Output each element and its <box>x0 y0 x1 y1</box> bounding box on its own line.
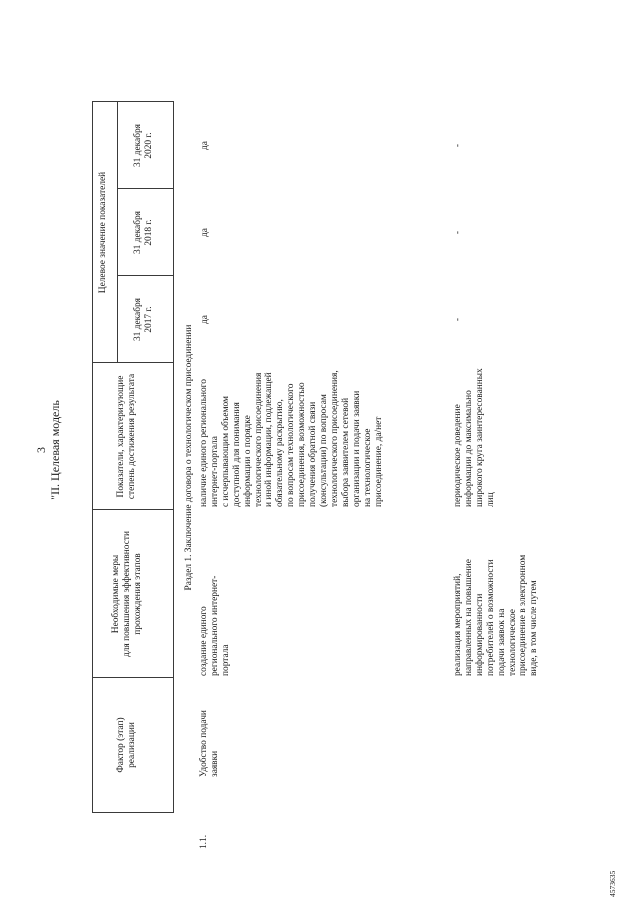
row-value-2018: да <box>200 228 210 237</box>
col-border-2017-2018 <box>117 275 174 276</box>
table-top-border <box>92 102 93 813</box>
table-header-bottom-border <box>173 102 174 813</box>
header-date-2018: 31 декабря 2018 г. <box>133 211 154 254</box>
target-subheader-border <box>117 102 118 363</box>
document-title: "II. Целевая модель <box>48 400 62 500</box>
header-indicators: Показатели, характеризующие степень достижения результата <box>116 373 137 500</box>
row-measure: создание единого регионального интернет- портала <box>199 575 231 676</box>
page-number: 3 <box>34 447 48 453</box>
header-date-2017: 31 декабря 2017 г. <box>133 298 154 341</box>
document-code: 4573635 <box>608 870 617 897</box>
row-factor: Удобство подачи заявки <box>199 710 220 777</box>
row-indicator: наличие единого регионального интернет-портала с исчерпывающим объемом доступной для понимания информации о порядке технологического присоединения и иной информации, подлежащей обязательному раскрытию, по вопросам технологического присоединения, возможностью получения обратной связи (консультации) по вопросам технологического присоединения, выбора заявителем сетевой организации и подачи заявки на технологическое присоединение, да/нет <box>199 370 384 507</box>
row-measure: реализация мероприятий, направленных на повышение информированности потребителей о возможности подачи заявок на технологическое присоединение в электронном виде, в том числе путем <box>453 554 540 676</box>
row-number: 1.1. <box>199 834 209 849</box>
col-border-2018-2020 <box>117 188 174 189</box>
header-date-2020: 31 декабря 2020 г. <box>133 124 154 167</box>
header-measures: Необходимые меры для повышения эффективности прохождения этапов <box>111 531 143 658</box>
header-target-values: Целевое значение показателей <box>98 171 108 294</box>
header-factor: Фактор (этап) реализации <box>116 717 137 773</box>
col-border-factor-measures <box>92 677 174 678</box>
col-border-indicators-target <box>92 362 174 363</box>
col-border-left <box>92 812 174 813</box>
row-value-2018: - <box>453 230 463 235</box>
row-value-2020: - <box>453 143 463 148</box>
col-border-right <box>92 101 174 102</box>
section-title: Раздел 1. Заключение договора о технологическом присоединении <box>184 324 194 591</box>
row-value-2017: да <box>200 315 210 324</box>
row-value-2020: да <box>200 141 210 150</box>
col-border-measures-indicators <box>92 509 174 510</box>
row-indicator: периодическое доведение информации до максимально широкого круга заинтересованных лиц <box>453 368 496 507</box>
row-value-2017: - <box>453 317 463 322</box>
